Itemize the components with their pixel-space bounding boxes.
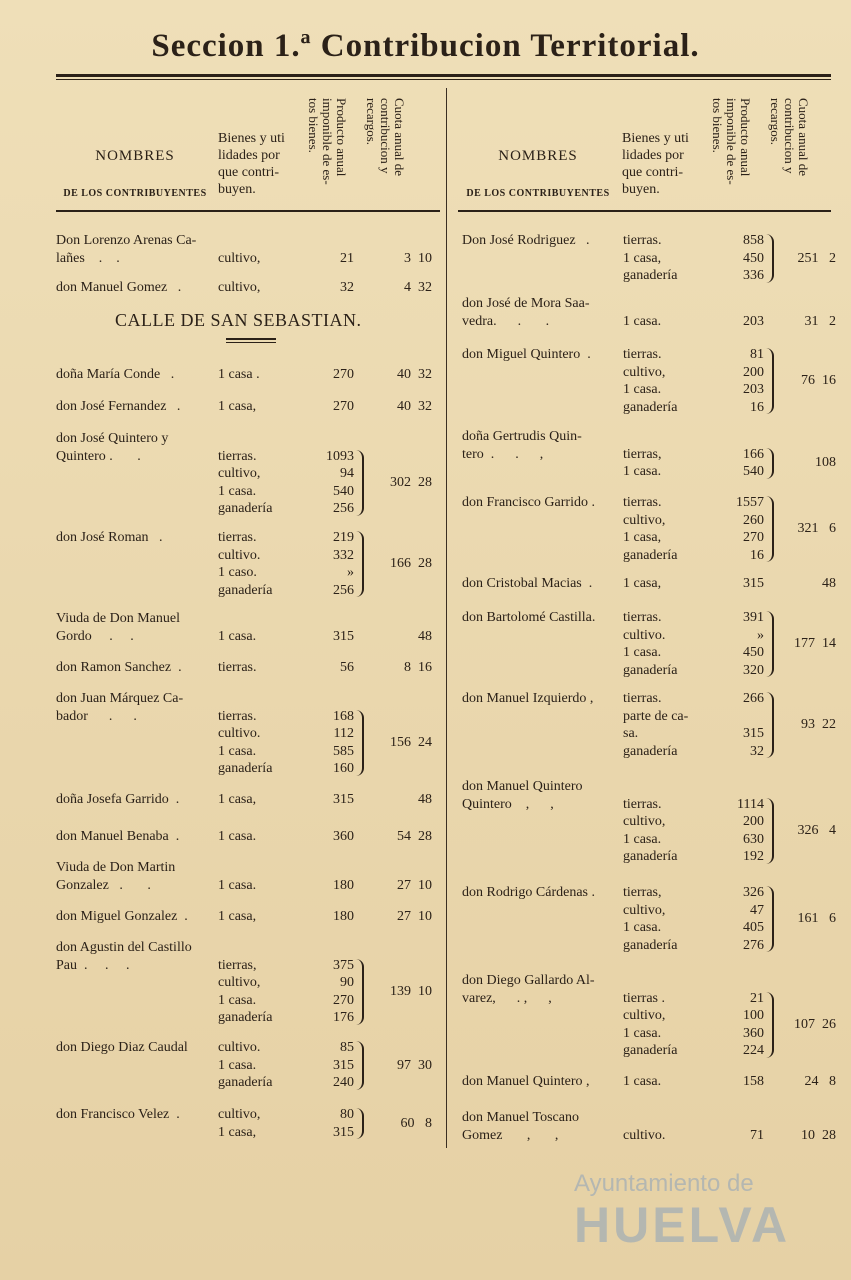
- cuota-value: 24 8: [804, 1074, 836, 1089]
- bien-label: cultivo,: [623, 512, 666, 528]
- contribuyente-name: Pau . . .: [56, 957, 130, 973]
- cuota-value: 76 16: [801, 373, 836, 389]
- producto-value: 32: [340, 280, 354, 295]
- producto-value: 1093: [326, 448, 354, 464]
- header-producto-line: Producto anual: [738, 98, 753, 177]
- producto-value: 540: [333, 483, 354, 499]
- top-rule: [56, 74, 831, 77]
- header-contribuyentes-label: DE LOS CONTRIBUYENTES: [63, 188, 207, 199]
- contribuyente-name: Viuda de Don Manuel: [56, 611, 180, 626]
- producto-value: 21: [340, 250, 354, 266]
- producto-value: 630: [743, 831, 764, 847]
- bien-label: 1 casa.: [218, 1057, 257, 1073]
- cuota-value: 321 6: [797, 521, 836, 537]
- bien-label: tierras,: [623, 885, 662, 900]
- bien-label: cultivo,: [218, 466, 261, 481]
- cuota-value: 54 28: [397, 829, 432, 844]
- header-contribuyentes-label: DE LOS CONTRIBUYENTES: [466, 188, 610, 199]
- producto-value: 332: [333, 547, 354, 563]
- producto-value: »: [347, 565, 354, 580]
- header-cuota-line: Cuota anual de: [796, 98, 811, 176]
- bien-label: ganadería: [623, 849, 678, 864]
- bien-label: ganadería: [218, 582, 273, 598]
- brace-mark: [356, 1108, 364, 1139]
- contribuyente-name: don José Fernandez .: [56, 399, 181, 414]
- bien-label: ganadería: [623, 662, 678, 678]
- contribuyente-name: don Diego Diaz Caudal: [56, 1040, 188, 1055]
- cuota-value: 107 26: [794, 1016, 836, 1032]
- bien-label: 1 casa.: [623, 1025, 662, 1041]
- bien-label: ganadería: [218, 761, 273, 776]
- bien-label: tierras.: [623, 495, 662, 510]
- producto-value: 80: [340, 1107, 354, 1122]
- producto-value: 203: [743, 313, 764, 329]
- contribuyente-name: don Manuel Quintero ,: [462, 1074, 590, 1089]
- bien-label: cultivo,: [218, 1107, 261, 1122]
- page-title: Seccion 1.ª Contribucion Territorial.: [151, 28, 700, 64]
- producto-value: 100: [743, 1008, 764, 1023]
- producto-value: 315: [333, 792, 354, 807]
- producto-value: 112: [333, 726, 354, 741]
- producto-value: 180: [333, 909, 354, 924]
- cuota-value: 93 22: [801, 717, 836, 733]
- bien-label: 1 casa.: [218, 877, 257, 893]
- contribuyente-name: Gonzalez . .: [56, 877, 151, 893]
- producto-value: 266: [743, 691, 764, 706]
- producto-value: 276: [743, 937, 764, 953]
- top-rule-thin: [56, 79, 831, 80]
- street-heading: CALLE DE SAN SEBASTIAN.: [115, 310, 362, 330]
- bien-label: 1 casa,: [623, 250, 662, 266]
- street-underline: [226, 338, 276, 340]
- contribuyente-name: don Rodrigo Cárdenas .: [462, 885, 595, 900]
- contribuyente-name: don Manuel Quintero: [462, 779, 583, 794]
- cuota-value: 27 10: [397, 909, 432, 924]
- bien-label: tierras.: [218, 530, 257, 545]
- bien-label: 1 casa .: [218, 367, 260, 382]
- cuota-value: 156 24: [390, 734, 432, 750]
- bien-label: tierras.: [623, 610, 662, 625]
- brace-mark: [356, 531, 364, 597]
- contribuyente-name: don Miguel Gonzalez .: [56, 909, 188, 924]
- producto-value: 81: [750, 347, 764, 362]
- contribuyente-name: don Manuel Izquierdo ,: [462, 691, 594, 706]
- cuota-value: 97 30: [397, 1057, 432, 1073]
- producto-value: 166: [743, 446, 764, 462]
- bien-label: 1 casa.: [623, 464, 662, 479]
- bien-label: tierras.: [218, 448, 257, 464]
- cuota-value: 177 14: [794, 636, 836, 652]
- contribuyente-name: tero . . ,: [462, 446, 544, 462]
- contribuyente-name: doña María Conde .: [56, 367, 175, 382]
- producto-value: 315: [333, 628, 354, 644]
- producto-value: 192: [743, 849, 764, 864]
- header-bienes-line: buyen.: [218, 182, 256, 197]
- contribuyente-name: lañes . .: [56, 250, 120, 266]
- bien-label: cultivo,: [218, 250, 261, 266]
- contribuyente-name: don Manuel Toscano: [462, 1110, 579, 1125]
- contribuyente-name: don Ramon Sanchez .: [56, 660, 182, 675]
- bien-label: cultivo,: [623, 814, 666, 829]
- cuota-value: 108: [815, 455, 836, 471]
- header-bienes-line: que contri-: [622, 165, 684, 180]
- contribuyente-name: don Agustin del Castillo: [56, 940, 192, 955]
- watermark-line2: HUELVA: [574, 1197, 791, 1253]
- contribuyente-name: don Francisco Garrido .: [462, 495, 595, 510]
- bien-label: ganadería: [623, 268, 678, 283]
- bien-label: cultivo,: [623, 364, 666, 380]
- bien-label: 1 casa.: [623, 920, 662, 935]
- contribuyente-name: don Juan Márquez Ca-: [56, 691, 184, 706]
- contribuyente-name: Don José Rodriguez .: [462, 233, 590, 248]
- bien-label: cultivo.: [218, 726, 261, 741]
- header-producto-line: imponible de es-: [320, 98, 335, 185]
- cuota-value: 166 28: [390, 556, 432, 572]
- contribuyente-name: don José Quintero y: [56, 431, 169, 446]
- producto-value: 315: [743, 576, 764, 591]
- bien-label: 1 casa,: [218, 792, 257, 807]
- bien-label: ganadería: [218, 1010, 273, 1025]
- header-producto-line: tos bienes.: [710, 98, 725, 153]
- producto-value: 405: [743, 920, 764, 935]
- bien-label: tierras.: [623, 233, 662, 248]
- header-cuota-line: contribucion y: [782, 98, 797, 174]
- header-cuota-line: Cuota anual de: [392, 98, 407, 176]
- bien-label: ganadería: [623, 937, 678, 953]
- contribuyente-name: Viuda de Don Martin: [56, 860, 176, 875]
- producto-value: 858: [743, 233, 764, 248]
- header-rule-left: [56, 210, 440, 212]
- producto-value: 450: [743, 250, 764, 266]
- bien-label: tierras.: [218, 660, 257, 675]
- contribuyente-name: Don Lorenzo Arenas Ca-: [56, 233, 197, 248]
- header-bienes-line: Bienes y uti: [218, 131, 285, 146]
- watermark-line1: Ayuntamiento de: [574, 1170, 754, 1197]
- contribuyente-name: don José de Mora Saa-: [462, 296, 590, 311]
- bien-label: 1 casa.: [218, 743, 257, 759]
- center-divider: [446, 88, 447, 1148]
- bien-label: tierras.: [623, 691, 662, 706]
- header-nombres: [458, 148, 618, 202]
- bien-label: ganadería: [623, 547, 678, 563]
- producto-value: 320: [743, 662, 764, 678]
- bien-label: 1 casa,: [623, 530, 662, 545]
- header-cuota: [364, 98, 406, 206]
- bien-label: 1 caso.: [218, 565, 257, 580]
- bien-label: 1 casa,: [218, 399, 257, 414]
- bien-label: ganadería: [623, 399, 678, 415]
- contribuyente-name: varez, . , ,: [462, 990, 552, 1006]
- bien-label: 1 casa,: [623, 576, 662, 591]
- header-cuota-line: contribucion y: [378, 98, 393, 174]
- contribuyente-name: don Manuel Benaba .: [56, 829, 180, 844]
- producto-value: 1114: [737, 796, 764, 812]
- header-bienes: [218, 130, 298, 198]
- contribuyente-name: don Miguel Quintero .: [462, 347, 591, 362]
- contribuyente-name: don Francisco Velez .: [56, 1107, 180, 1122]
- header-producto-line: tos bienes.: [306, 98, 321, 153]
- header-bienes-line: lidades por: [622, 148, 684, 163]
- producto-value: 16: [750, 547, 764, 563]
- contribuyente-name: vedra. . .: [462, 313, 550, 329]
- cuota-value: 48: [418, 628, 432, 644]
- header-bienes-line: que contri-: [218, 165, 280, 180]
- producto-value: 85: [340, 1040, 354, 1055]
- bien-label: 1 casa.: [218, 992, 257, 1008]
- producto-value: 32: [750, 743, 764, 759]
- contribuyente-name: don Bartolomé Castilla.: [462, 610, 596, 625]
- cuota-value: 27 10: [397, 877, 432, 893]
- cuota-value: 161 6: [797, 911, 836, 927]
- producto-value: 375: [333, 957, 354, 973]
- bien-label: cultivo,: [218, 975, 261, 990]
- contribuyente-name: bador . .: [56, 708, 137, 724]
- cuota-value: 4 32: [404, 280, 432, 295]
- bien-label: 1 casa.: [218, 628, 257, 644]
- bien-label: sa.: [623, 726, 639, 741]
- header-producto: [710, 98, 752, 206]
- producto-value: 1557: [736, 495, 764, 510]
- header-producto-line: imponible de es-: [724, 98, 739, 185]
- header-cuota-line: recargos.: [768, 98, 783, 146]
- cuota-value: 326 4: [797, 822, 836, 838]
- header-bienes-line: lidades por: [218, 148, 280, 163]
- cuota-value: 139 10: [390, 983, 432, 999]
- cuota-value: 60 8: [400, 1115, 432, 1131]
- producto-value: 360: [333, 829, 354, 844]
- producto-value: 326: [743, 885, 764, 900]
- contribuyente-name: don José Roman .: [56, 530, 163, 545]
- producto-value: 585: [333, 743, 354, 759]
- contribuyente-name: doña Gertrudis Quin-: [462, 429, 582, 444]
- bien-label: 1 casa.: [623, 831, 662, 847]
- bien-label: 1 casa.: [218, 829, 257, 844]
- header-bienes: [622, 130, 702, 198]
- brace-mark: [356, 1041, 364, 1090]
- producto-value: 391: [743, 610, 764, 625]
- contribuyente-name: Gomez , ,: [462, 1127, 559, 1143]
- bien-label: cultivo,: [623, 902, 666, 918]
- bien-label: cultivo,: [218, 280, 261, 295]
- bien-label: cultivo.: [218, 547, 261, 563]
- producto-value: »: [757, 627, 764, 643]
- producto-value: 200: [743, 364, 764, 380]
- producto-value: 450: [743, 645, 764, 660]
- producto-value: 176: [333, 1010, 354, 1025]
- bien-label: tierras .: [623, 990, 665, 1006]
- producto-value: 200: [743, 814, 764, 829]
- producto-value: 160: [333, 761, 354, 776]
- bien-label: tierras.: [623, 347, 662, 362]
- bien-label: 1 casa,: [218, 909, 257, 924]
- contribuyente-name: Quintero . .: [56, 448, 141, 464]
- producto-value: 90: [340, 975, 354, 990]
- producto-value: 270: [333, 399, 354, 414]
- cuota-value: 10 28: [801, 1127, 836, 1143]
- producto-value: 315: [333, 1057, 354, 1073]
- cuota-value: 40 32: [397, 367, 432, 382]
- producto-value: 224: [743, 1043, 764, 1058]
- producto-value: 336: [743, 268, 764, 283]
- cuota-value: 251 2: [797, 250, 836, 266]
- producto-value: 315: [333, 1124, 354, 1140]
- contribuyente-name: Quintero , ,: [462, 796, 554, 812]
- bien-label: tierras.: [218, 708, 257, 724]
- bien-label: 1 casa.: [218, 483, 257, 499]
- bien-label: 1 casa.: [623, 1074, 662, 1089]
- header-cuota: [768, 98, 810, 206]
- bien-label: tierras,: [623, 446, 662, 462]
- producto-value: 256: [333, 501, 354, 516]
- producto-value: 203: [743, 382, 764, 397]
- header-nombres-label: NOMBRES: [498, 148, 578, 164]
- contribuyente-name: Gordo . .: [56, 628, 134, 644]
- brace-mark: [356, 450, 364, 516]
- header-bienes-line: buyen.: [622, 182, 660, 197]
- producto-value: 256: [333, 582, 354, 598]
- header-producto-line: Producto anual: [334, 98, 349, 177]
- bien-label: ganadería: [623, 1043, 678, 1058]
- bien-label: 1 casa.: [623, 382, 662, 397]
- bien-label: 1 casa,: [218, 1124, 257, 1140]
- header-rule-right: [458, 210, 831, 212]
- cuota-value: 302 28: [390, 474, 432, 490]
- bien-label: ganadería: [218, 501, 273, 516]
- producto-value: 56: [340, 660, 354, 675]
- producto-value: 240: [333, 1075, 354, 1090]
- producto-value: 180: [333, 877, 354, 893]
- street-underline-thin: [226, 342, 276, 343]
- header-cuota-line: recargos.: [364, 98, 379, 146]
- bien-label: ganadería: [218, 1075, 273, 1090]
- cuota-value: 48: [822, 576, 836, 591]
- header-nombres-label: NOMBRES: [95, 148, 175, 164]
- producto-value: 94: [340, 466, 354, 481]
- producto-value: 540: [743, 464, 764, 479]
- producto-value: 270: [333, 367, 354, 382]
- bien-label: 1 casa.: [623, 645, 662, 660]
- contribuyente-name: doña Josefa Garrido .: [56, 792, 180, 807]
- bien-label: tierras,: [218, 957, 257, 973]
- producto-value: 16: [750, 399, 764, 415]
- brace-mark: [356, 959, 364, 1025]
- bien-label: parte de ca-: [623, 708, 689, 724]
- header-nombres: [56, 148, 214, 202]
- producto-value: 168: [333, 708, 354, 724]
- producto-value: 71: [750, 1127, 764, 1143]
- header-producto: [306, 98, 348, 206]
- bien-label: cultivo.: [623, 1127, 666, 1143]
- bien-label: ganadería: [623, 743, 678, 759]
- producto-value: 270: [333, 992, 354, 1008]
- producto-value: 47: [750, 902, 764, 918]
- brace-mark: [356, 710, 364, 776]
- cuota-value: 8 16: [404, 660, 432, 675]
- producto-value: 270: [743, 530, 764, 545]
- cuota-value: 40 32: [397, 399, 432, 414]
- cuota-value: 31 2: [804, 313, 836, 329]
- header-bienes-line: Bienes y uti: [622, 131, 689, 146]
- bien-label: cultivo,: [623, 1008, 666, 1023]
- bien-label: cultivo.: [218, 1040, 261, 1055]
- contribuyente-name: don Diego Gallardo Al-: [462, 973, 595, 988]
- cuota-value: 3 10: [404, 250, 432, 266]
- bien-label: tierras.: [623, 796, 662, 812]
- producto-value: 21: [750, 990, 764, 1006]
- bien-label: cultivo.: [623, 627, 666, 643]
- contribuyente-name: don Manuel Gomez .: [56, 280, 182, 295]
- producto-value: 158: [743, 1074, 764, 1089]
- cuota-value: 48: [418, 792, 432, 807]
- producto-value: 360: [743, 1025, 764, 1041]
- bien-label: 1 casa.: [623, 313, 662, 329]
- contribuyente-name: don Cristobal Macias .: [462, 576, 593, 591]
- producto-value: 315: [743, 726, 764, 741]
- producto-value: 219: [333, 530, 354, 545]
- producto-value: 260: [743, 512, 764, 528]
